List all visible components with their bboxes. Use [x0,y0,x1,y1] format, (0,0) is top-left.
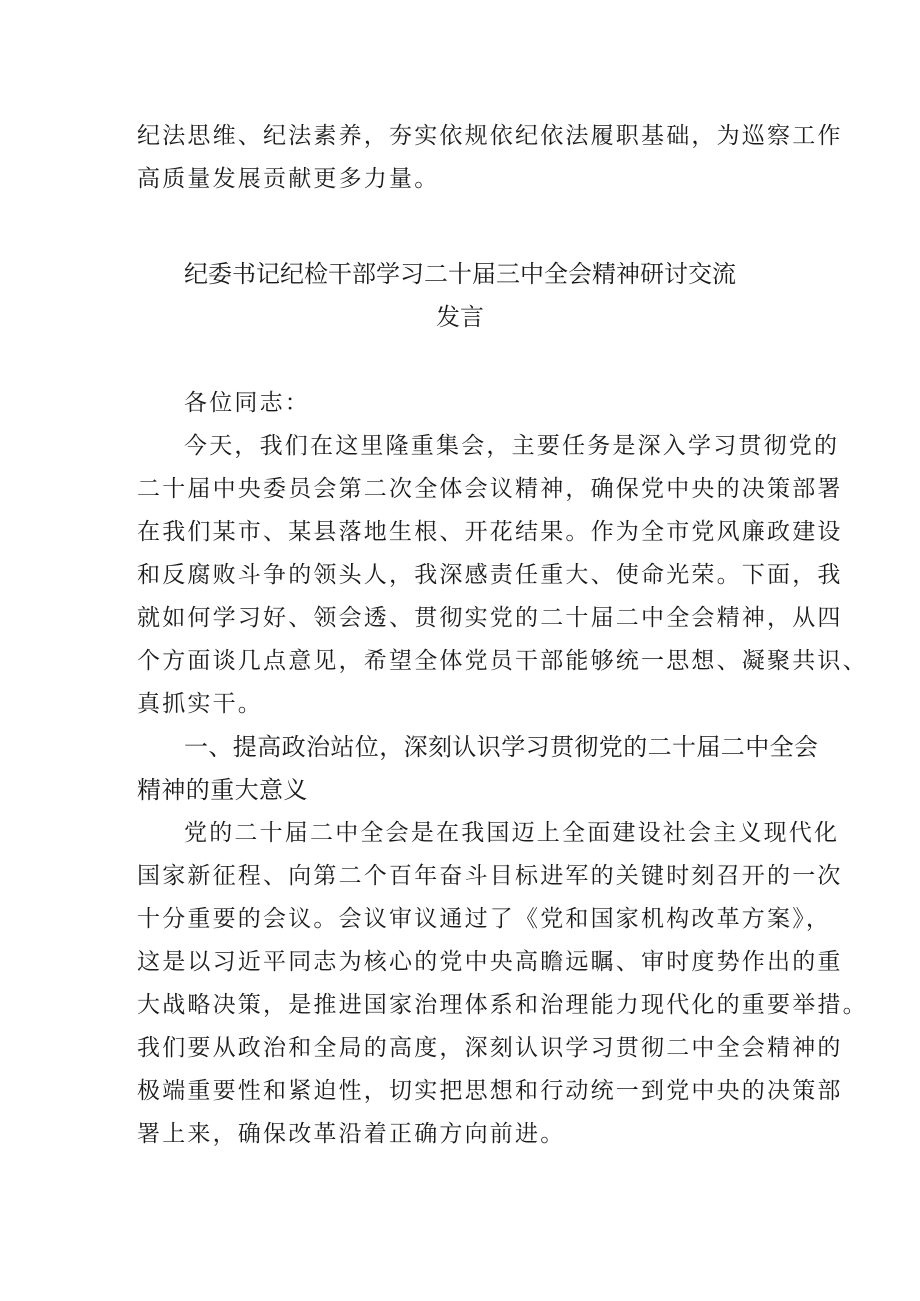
document-title-line-1: 纪委书记纪检干部学习二十届三中全会精神研讨交流 [184,260,736,288]
opening-line-3: 在我们某市、某县落地生根、开花结果。作为全市党风廉政建设 [137,519,843,545]
section-1-heading-line-2: 精神的重大意义 [137,776,308,804]
opening-line-2: 二十届中央委员会第二次全体会议精神，确保党中央的决策部署 [137,476,843,502]
section-1-line-7: 极端重要性和紧迫性，切实把思想和行动统一到党中央的决策部 [137,1078,843,1104]
section-1-line-5: 大战略决策，是推进国家治理体系和治理能力现代化的重要举措。 [137,992,868,1018]
section-1-line-1: 党的二十届二中全会是在我国迈上全面建设社会主义现代化 [184,820,840,846]
document-title-line-2: 发言 [436,303,484,331]
section-1-line-2: 国家新征程、向第二个百年奋斗目标进军的关键时刻召开的一次 [137,863,843,889]
opening-line-6: 个方面谈几点意见，希望全体党员干部能够统一思想、凝聚共识、 [137,648,868,674]
intro-line-2: 高质量发展贡献更多力量。 [137,166,440,192]
salutation: 各位同志： [184,390,310,416]
opening-line-4: 和反腐败斗争的领头人，我深感责任重大、使命光荣。下面，我 [137,562,843,588]
section-1-line-6: 我们要从政治和全局的高度，深刻认识学习贯彻二中全会精神的 [137,1035,843,1061]
opening-line-1: 今天，我们在这里隆重集会，主要任务是深入学习贯彻党的 [184,433,840,459]
opening-line-7: 真抓实干。 [137,691,263,717]
opening-line-5: 就如何学习好、领会透、贯彻实党的二十届二中全会精神，从四 [137,605,843,631]
intro-line-1: 纪法思维、纪法素养，夯实依规依纪依法履职基础，为巡察工作 [137,123,843,149]
section-1-line-3: 十分重要的会议。会议审议通过了《党和国家机构改革方案》， [137,906,832,932]
section-1-line-8: 署上来，确保改革沿着正确方向前进。 [137,1121,566,1147]
section-1-heading-line-1: 一、提高政治站位，深刻认识学习贯彻党的二十届二中全会 [184,733,819,761]
section-1-line-4: 这是以习近平同志为核心的党中央高瞻远瞩、审时度势作出的重 [137,949,843,975]
